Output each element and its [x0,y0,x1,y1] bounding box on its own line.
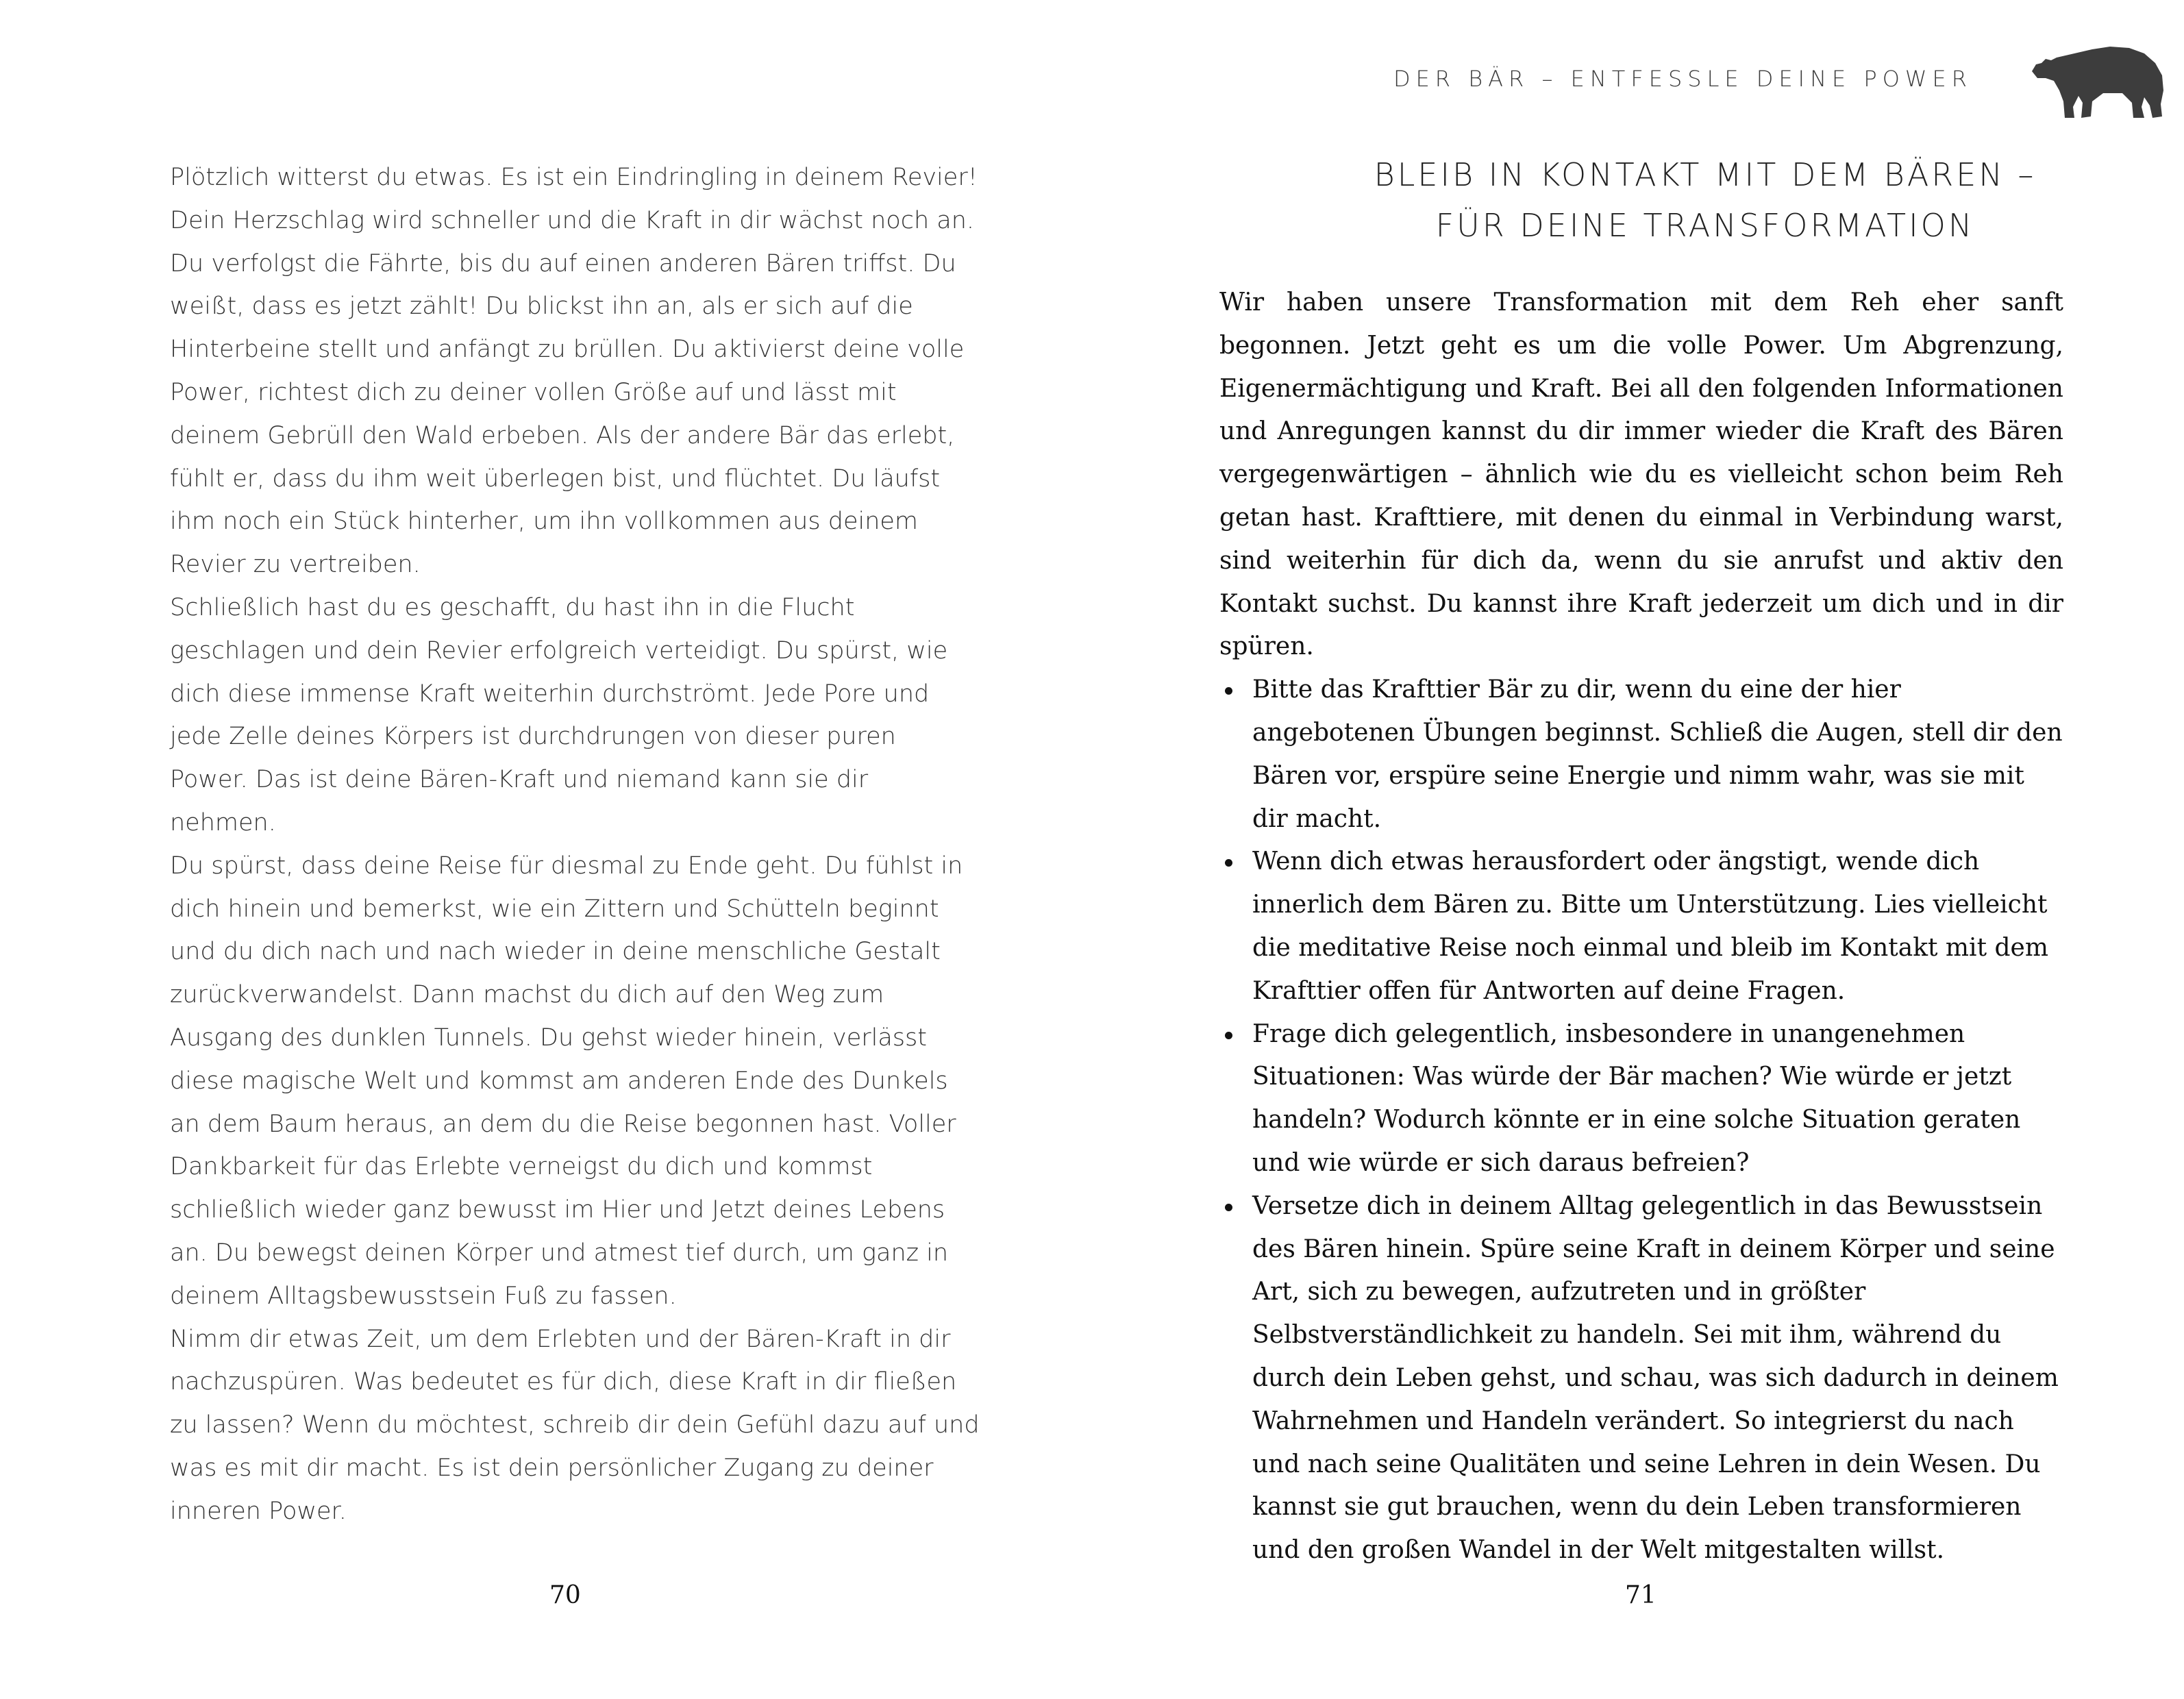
bullet-item-2: Wenn dich etwas herausfordert oder ängstigt, wende dich innerlich dem Bären zu. Bitte um Unterstützung. Lies vielleicht die meditative Reise noch einmal und bleib im Kontakt mit dem Krafttier offen für Antworten auf deine Fragen. [1219,841,2063,1013]
left-paragraph-4: Nimm dir etwas Zeit, um dem Erlebten und der Bären-Kraft in dir nachzuspüren. Was bedeutet es für dich, diese Kraft in dir fließen zu lassen? Wenn du möchtest, schreib dir dein Gefühl dazu auf und was es mit dir macht. Es ist dein persönlicher Zugang zu deiner inneren Power. [170,1325,980,1525]
page-number-left: 70 [549,1581,581,1609]
chapter-heading-line-1: BLEIB IN KONTAKT MIT DEM BÄREN – [1374,156,2037,193]
right-body-text [1219,282,2063,1572]
right-page [1092,0,2184,1699]
bullet-item-1: Bitte das Krafttier Bär zu dir, wenn du eine der hier angebotenen Übungen beginnst. Schließ die Augen, stell dir den Bären vor, erspüre seine Energie und nimm wahr, was sie mit dir macht. [1219,669,2063,841]
bullet-item-3: Frage dich gelegentlich, insbesondere in unangenehmen Situationen: Was würde der Bär machen? Wie würde er jetzt handeln? Wodurch könnte er in eine solche Situation geraten und wie würde er sich daraus befreien? [1219,1013,2063,1185]
left-paragraph-2: Schließlich hast du es geschafft, du hast ihn in die Flucht geschlagen und dein Revier erfolgreich verteidigt. Du spürst, wie dich diese immense Kraft weiterhin durchströmt. Jede Pore und jede Zelle deines Körpers ist durchdrungen von dieser puren Power. Das ist deine Bären-Kraft und niemand kann sie dir nehmen. [170,593,948,836]
page-number-right: 71 [1625,1581,1656,1609]
intro-paragraph: Wir haben unsere Transformation mit dem Reh eher sanft begonnen. Jetzt geht es um die volle Power. Um Abgrenzung, Eigenermächtigung und Kraft. Bei all den folgenden Informationen und Anregungen kannst du dir immer wieder die Kraft des Bären vergegenwärtigen – ähnlich wie du es vielleicht schon beim Reh getan hast. Krafttiere, mit denen du einmal in Verbindung warst, sind weiterhin für dich da, wenn du sie anrufst und aktiv den Kontakt suchst. Du kannst ihre Kraft jederzeit um dich und in dir spüren. [1219,288,2063,661]
bullet-item-4: Versetze dich in deinem Alltag gelegentlich in das Bewusstsein des Bären hinein. Spüre seine Kraft in deinem Körper und seine Art, sich zu bewegen, aufzutreten und in größter Selbstverständlichkeit zu handeln. Sei mit ihm, während du durch dein Leben gehst, und schau, was sich dadurch in deinem Wahrnehmen und Handeln verändert. So integrierst du nach und nach seine Qualitäten und seine Lehren in dein Wesen. Du kannst sie gut brauchen, wenn du dein Leben transformieren und den großen Wandel in der Welt mitgestalten willst. [1219,1185,2063,1572]
bear-silhouette-icon [2026,36,2170,125]
chapter-heading-line-2: FÜR DEINE TRANSFORMATION [1435,207,1975,244]
bullet-list [1219,669,2063,1572]
running-header: DER BÄR – ENTFESSLE DEINE POWER [1393,66,1972,92]
chapter-heading [1202,149,2184,251]
left-paragraph-3: Du spürst, dass deine Reise für diesmal zu Ende geht. Du fühlst in dich hinein und bemerkst, wie ein Zittern und Schütteln beginnt und du dich nach und nach wieder in deine menschliche Gestalt zurückverwandelst. Dann machst du dich auf den Weg zum Ausgang des dunklen Tunnels. Du gehst wieder hinein, verlässt diese magische Welt und kommst am anderen Ende des Dunkels an dem Baum heraus, an dem du die Reise begonnen hast. Voller Dankbarkeit für das Erlebte verneigst du dich und kommst schließlich wieder ganz bewusst im Hier und Jetzt deines Lebens an. Du bewegst deinen Körper und atmest tief durch, um ganz in deinem Alltagsbewusstsein Fuß zu fassen. [170,852,963,1310]
left-body-text [170,156,980,1533]
left-paragraph-1: Plötzlich witterst du etwas. Es ist ein Eindringling in deinem Revier! Dein Herzschlag wird schneller und die Kraft in dir wächst noch an. Du verfolgst die Fährte, bis du auf einen anderen Bären triffst. Du weißt, dass es jetzt zählt! Du blickst ihn an, als er sich auf die Hinterbeine stellt und anfängt zu brüllen. Du aktivierst deine volle Power, richtest dich zu deiner vollen Größe auf und lässt mit deinem Gebrüll den Wald erbeben. Als der andere Bär das erlebt, fühlt er, dass du ihm weit überlegen bist, und flüchtet. Du läufst ihm noch ein Stück hinterher, um ihn vollkommen aus deinem Revier zu vertreiben. [170,164,978,579]
